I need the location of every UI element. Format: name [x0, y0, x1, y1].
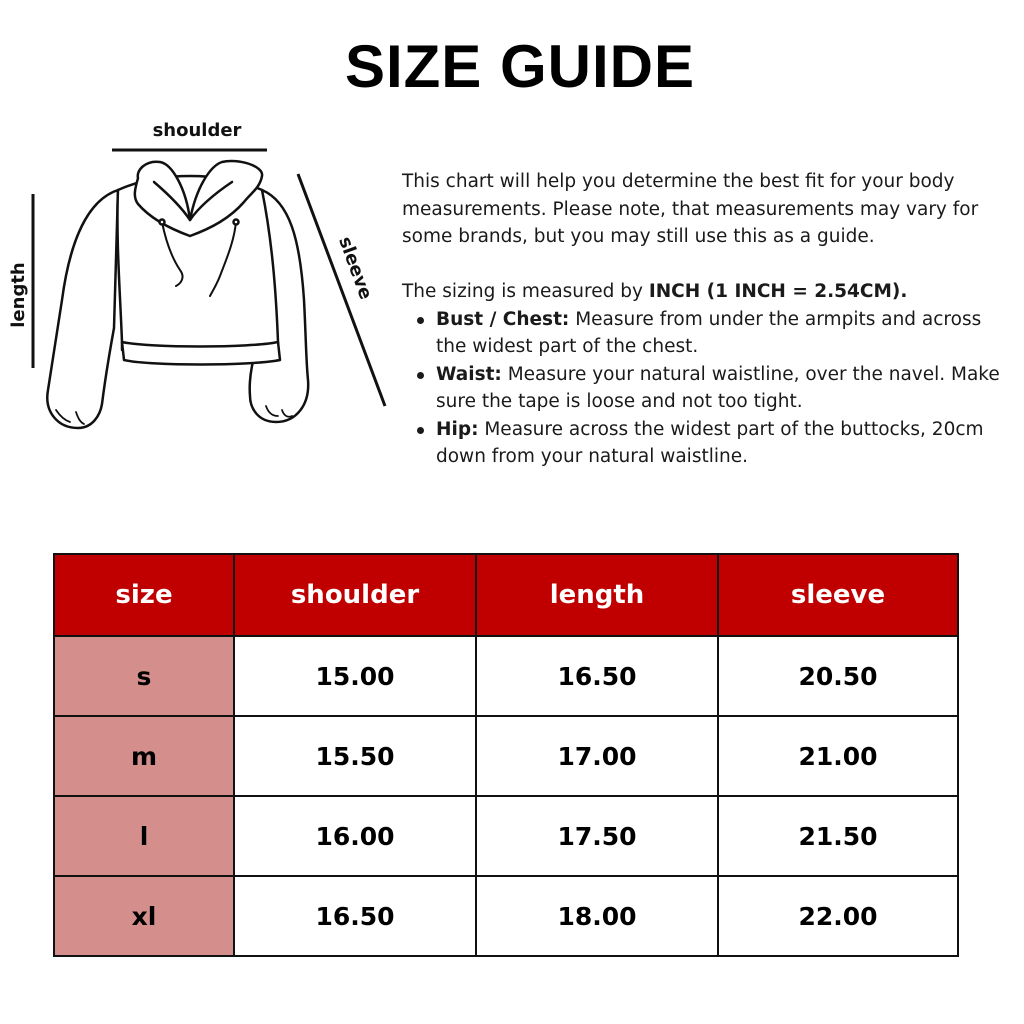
bullet-term: Hip:: [436, 418, 479, 440]
size-info-text: [402, 168, 1012, 471]
length-cell: 17.50: [476, 796, 718, 876]
length-cell: 16.50: [476, 636, 718, 716]
size-table: [53, 553, 959, 957]
list-item: [436, 416, 1012, 471]
header-length: length: [476, 554, 718, 636]
sleeve-label: sleeve: [334, 233, 377, 303]
intro-paragraph: This chart will help you determine the best fit for your body measurements. Please note, that measurements may vary for some brands, but you may still use this as a guide.: [402, 171, 979, 247]
measurement-list: [402, 306, 1012, 471]
shoulder-cell: 16.50: [234, 876, 476, 956]
bullet-text: Measure across the widest part of the buttocks, 20cm down from your natural waistline.: [436, 418, 984, 467]
sleeve-cell: 20.50: [718, 636, 958, 716]
list-item: [436, 361, 1012, 416]
header-sleeve: sleeve: [718, 554, 958, 636]
page-title: SIZE GUIDE: [344, 33, 696, 100]
sleeve-cell: 22.00: [718, 876, 958, 956]
shoulder-cell: 16.00: [234, 796, 476, 876]
table-header-row: [54, 554, 958, 636]
table-row: [54, 636, 958, 716]
header-shoulder: shoulder: [234, 554, 476, 636]
table-row: [54, 716, 958, 796]
length-label: length: [8, 262, 29, 328]
list-item: [436, 306, 1012, 361]
header-size: size: [54, 554, 234, 636]
size-cell: xl: [54, 876, 234, 956]
table-row: [54, 876, 958, 956]
size-cell: s: [54, 636, 234, 716]
bullet-text: Measure your natural waistline, over the navel. Make sure the tape is loose and not too tight.: [436, 363, 1000, 412]
shoulder-cell: 15.50: [234, 716, 476, 796]
size-cell: l: [54, 796, 234, 876]
shoulder-label: shoulder: [152, 120, 242, 141]
hoodie-diagram: [0, 110, 400, 450]
length-cell: 17.00: [476, 716, 718, 796]
unit-bold: INCH (1 INCH = 2.54CM).: [648, 281, 908, 302]
length-cell: 18.00: [476, 876, 718, 956]
table-row: [54, 796, 958, 876]
unit-prefix: The sizing is measured by: [402, 281, 649, 302]
bullet-text: Measure from under the armpits and across the widest part of the chest.: [436, 308, 982, 357]
bullet-term: Bust / Chest:: [436, 308, 570, 330]
size-cell: m: [54, 716, 234, 796]
sleeve-cell: 21.00: [718, 716, 958, 796]
sleeve-cell: 21.50: [718, 796, 958, 876]
shoulder-cell: 15.00: [234, 636, 476, 716]
cropped-hoodie-icon: [47, 161, 308, 428]
unit-note: [402, 278, 1012, 306]
bullet-term: Waist:: [436, 363, 502, 385]
